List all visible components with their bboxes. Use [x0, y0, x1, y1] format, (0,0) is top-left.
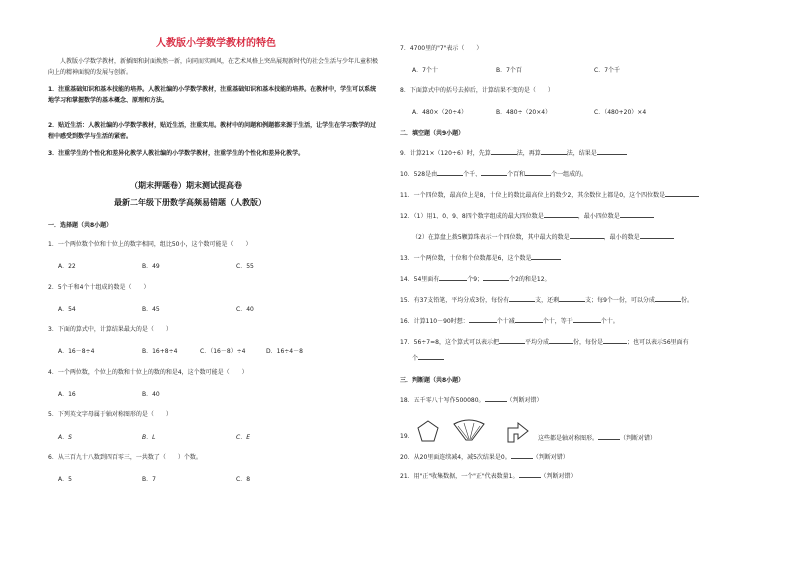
- q2-option-b: B．45: [142, 306, 160, 313]
- q5-option-b: B．L: [142, 434, 156, 441]
- question-3: 3．下面的算式中，计算结果最大的是（ ）: [48, 326, 172, 333]
- question-10: 10．528是由 个千、 个百和 个一组成的。: [400, 171, 588, 178]
- q19-shapes: [416, 418, 538, 446]
- question-2: 2．5个千和4个十组成的数是（ ）: [48, 284, 150, 291]
- section-fill-heading: 二．填空题（共9小题）: [400, 130, 465, 137]
- q1-option-c: C．55: [236, 263, 254, 270]
- q4-option-a: A．16: [58, 391, 76, 398]
- q3-option-d: D．16÷4－8: [266, 348, 303, 355]
- question-16: 16．计算110－90时想： 个十减 个十，等于 个十。: [400, 318, 619, 325]
- intro-point-3: 3．注重学生的个性化和差异化教学人教社编的小学数学教材，注重学生的个性化和差异化教学。: [48, 150, 305, 157]
- fan-icon: [454, 420, 484, 440]
- question-20: 20．从20里面连续减4，减5次结果是0。 （判断对错）: [400, 454, 569, 461]
- q5-option-a: A．S: [58, 434, 72, 441]
- q3-option-b: B．16+8÷4: [142, 348, 178, 355]
- section-judge-heading: 三．判断题（共8小题）: [400, 377, 465, 384]
- question-14: 14．54里面有 个9； 个2的和是12。: [400, 276, 551, 283]
- question-4: 4．一个两位数，个位上的数和十位上的数的和是4，这个数可能是（ ）: [48, 369, 248, 376]
- q8-option-a: A．480×（20÷4）: [412, 109, 468, 116]
- q7-option-a: A．7个十: [412, 67, 438, 74]
- q6-option-a: A．5: [58, 476, 72, 483]
- arrow-turn-icon: [508, 423, 528, 442]
- q2-option-a: A．54: [58, 306, 76, 313]
- question-15: 15．有37支铅笔，平均分成3份，每份有 支，还剩 支；每9个一份，可以分成 份。: [400, 297, 693, 304]
- q8-option-c: C．（480+20）×4: [594, 109, 647, 116]
- question-21: 21．用"正"收集数据，一个"正"代表数量1。 （判断对错）: [400, 473, 577, 480]
- question-13: 13．一个两位数，十位和个位数都是6，这个数是: [400, 255, 561, 263]
- exam-title-2: 最新二年级下册数学高频易错题（人教版）: [114, 197, 266, 207]
- pentagon-icon: [418, 421, 438, 441]
- question-17: 17．56÷7=8，这个算式可以表示把 平均分成 份，每份是 ；也可以表示56里面有: [400, 339, 689, 346]
- question-1: 1．一个两位数个位和十位上的数字相同，组比50小，这个数可能是（ ）: [48, 241, 252, 248]
- question-12-1: 12．（1）用1、0、9、8四个数字组成的最大四位数是 ，最小四位数是: [400, 213, 654, 221]
- question-12-2: （2）在算盘上拨5颗算珠表示一个四位数，其中最大的数是 ，最小的数是: [412, 234, 674, 242]
- intro-point-2: 2．贴近生活：人教社编的小学数学教材，贴近生活，注重实用。教材中的问题和例题都来源于生活，让学生在学习数学的过程中感受到数学与生活的紧密。: [48, 122, 377, 140]
- q7-option-b: B．7个百: [496, 67, 522, 74]
- q4-option-b: B．40: [142, 391, 160, 398]
- exam-title-1: （期末押题卷）期末测试提高卷: [130, 180, 242, 190]
- banner-title: 人教版小学数学教材的特色: [156, 38, 276, 49]
- question-5: 5．下列英文字母属于轴对称图形的是（ ）: [48, 411, 172, 418]
- q5-option-c: C．E: [236, 434, 250, 441]
- intro-point-1: 1．注重基础知识和基本技能的培养。人教社编的小学数学教材，注重基础知识和基本技能的培养。在教材中，学生可以系统地学习和掌握数学的基本概念、原理和方法。: [48, 86, 377, 104]
- q2-option-c: C．40: [236, 306, 254, 313]
- q1-option-a: A．22: [58, 263, 76, 270]
- question-18: 18．五千零八十写作500080。 （判断对错）: [400, 397, 543, 404]
- question-6: 6．从三百九十八数到四百零三，一共数了（ ）个数。: [48, 454, 202, 461]
- q3-option-a: A．16－8÷4: [58, 348, 95, 355]
- question-7: 7．4700里的"7"表示（ ）: [400, 45, 483, 52]
- q3-option-c: C．（16－8）÷4: [200, 348, 246, 355]
- question-9: 9．计算21×（120÷6）时，先算 法，再算 法，结果是: [400, 150, 627, 158]
- q8-option-b: B．480÷（20×4）: [496, 109, 552, 116]
- question-17-cont: 个: [412, 355, 444, 363]
- question-19-text: 这些都是轴对称图形。 （判断对错）: [538, 435, 657, 442]
- question-19-number: 19．: [400, 433, 414, 440]
- question-11: 11．一个四位数，最高位上是8，十位上的数比最高位上的数少2，其余数位上都是0，这个四位数是: [400, 192, 699, 200]
- q7-option-c: C．7个千: [594, 67, 621, 74]
- question-8: 8．下面算式中的括号去掉后，计算结果不变的是（ ）: [400, 87, 554, 94]
- q6-option-b: B．7: [142, 476, 156, 483]
- q6-option-c: C．8: [236, 476, 251, 483]
- intro-paragraph: 人教版小学数学教材，新插图和封面焕然一新，向同而实画风，在艺术风格上突出展现新时代的社会生活与少年儿童积极向上的精神面貌的发展与创新。: [48, 58, 379, 76]
- q1-option-b: B．49: [142, 263, 160, 270]
- section-choice-heading: 一．选择题（共8小题）: [48, 222, 113, 229]
